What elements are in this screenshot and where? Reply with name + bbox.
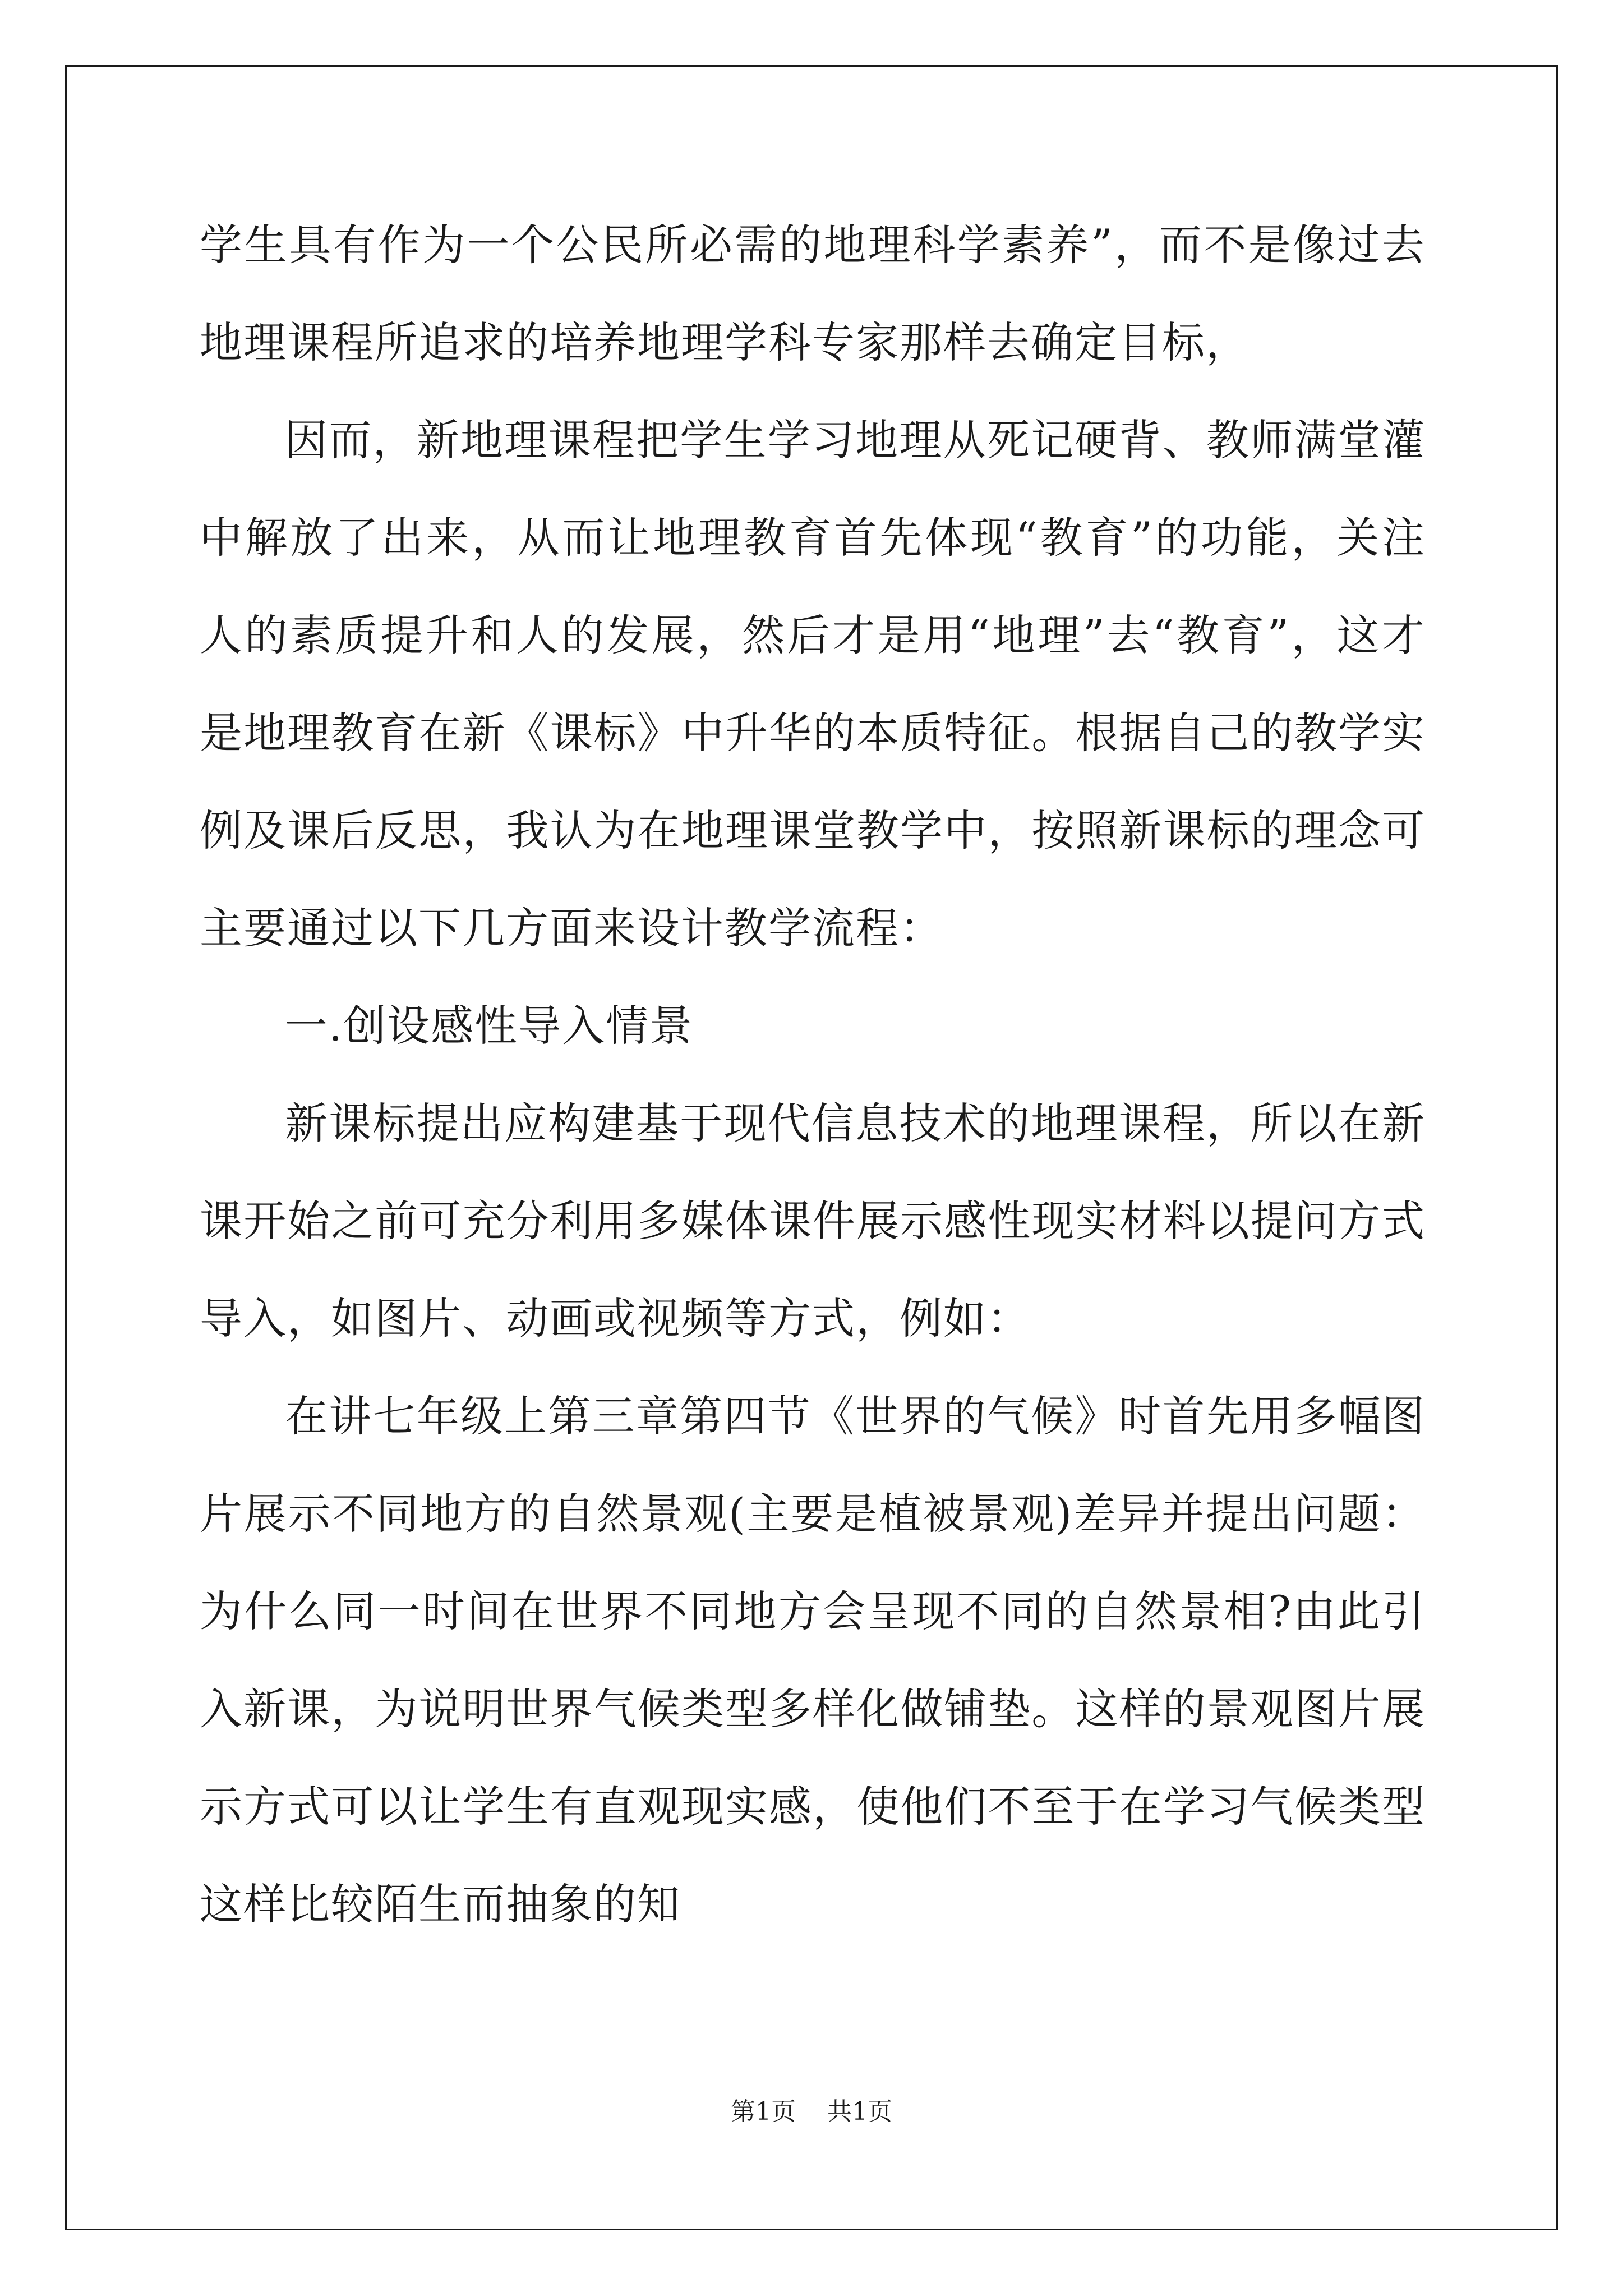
paragraph: 在讲七年级上第三章第四节《世界的气候》时首先用多幅图片展示不同地方的自然景观(主要是植被景观)差异并提出问题：为什么同一时间在世界不同地方会呈现不同的自然景相?由此引入新课，为说明世界气候类型多样化做铺垫。这样的景观图片展示方式可以让学生有直观现实感，使他们不至于在学习气候类型这样比较陌生而抽象的知 xyxy=(200,1391,1426,1929)
document-body xyxy=(200,196,1426,1953)
paragraph-continuation: 学生具有作为一个公民所必需的地理科学素养”，而不是像过去地理课程所追求的培养地理学科专家那样去确定目标， xyxy=(200,220,1426,367)
section-heading: 一.创设感性导入情景 xyxy=(285,1001,694,1051)
page-total: 共1页 xyxy=(827,2097,892,2126)
paragraph: 因而，新地理课程把学生学习地理从死记硬背、教师满堂灌中解放了出来，从而让地理教育首先体现“教育”的功能，关注人的素质提升和人的发展，然后才是用“地理”去“教育”，这才是地理教育在新《课标》中升华的本质特征。根据自己的教学实例及课后反思，我认为在地理课堂教学中，按照新课标的理念可主要通过以下几方面来设计教学流程： xyxy=(200,415,1426,953)
page-footer xyxy=(0,2091,1623,2127)
paragraph: 新课标提出应构建基于现代信息技术的地理课程，所以在新课开始之前可充分利用多媒体课件展示感性现实材料以提问方式导入，如图片、动画或视频等方式，例如： xyxy=(200,1098,1426,1343)
page-number: 第1页 xyxy=(731,2097,796,2126)
